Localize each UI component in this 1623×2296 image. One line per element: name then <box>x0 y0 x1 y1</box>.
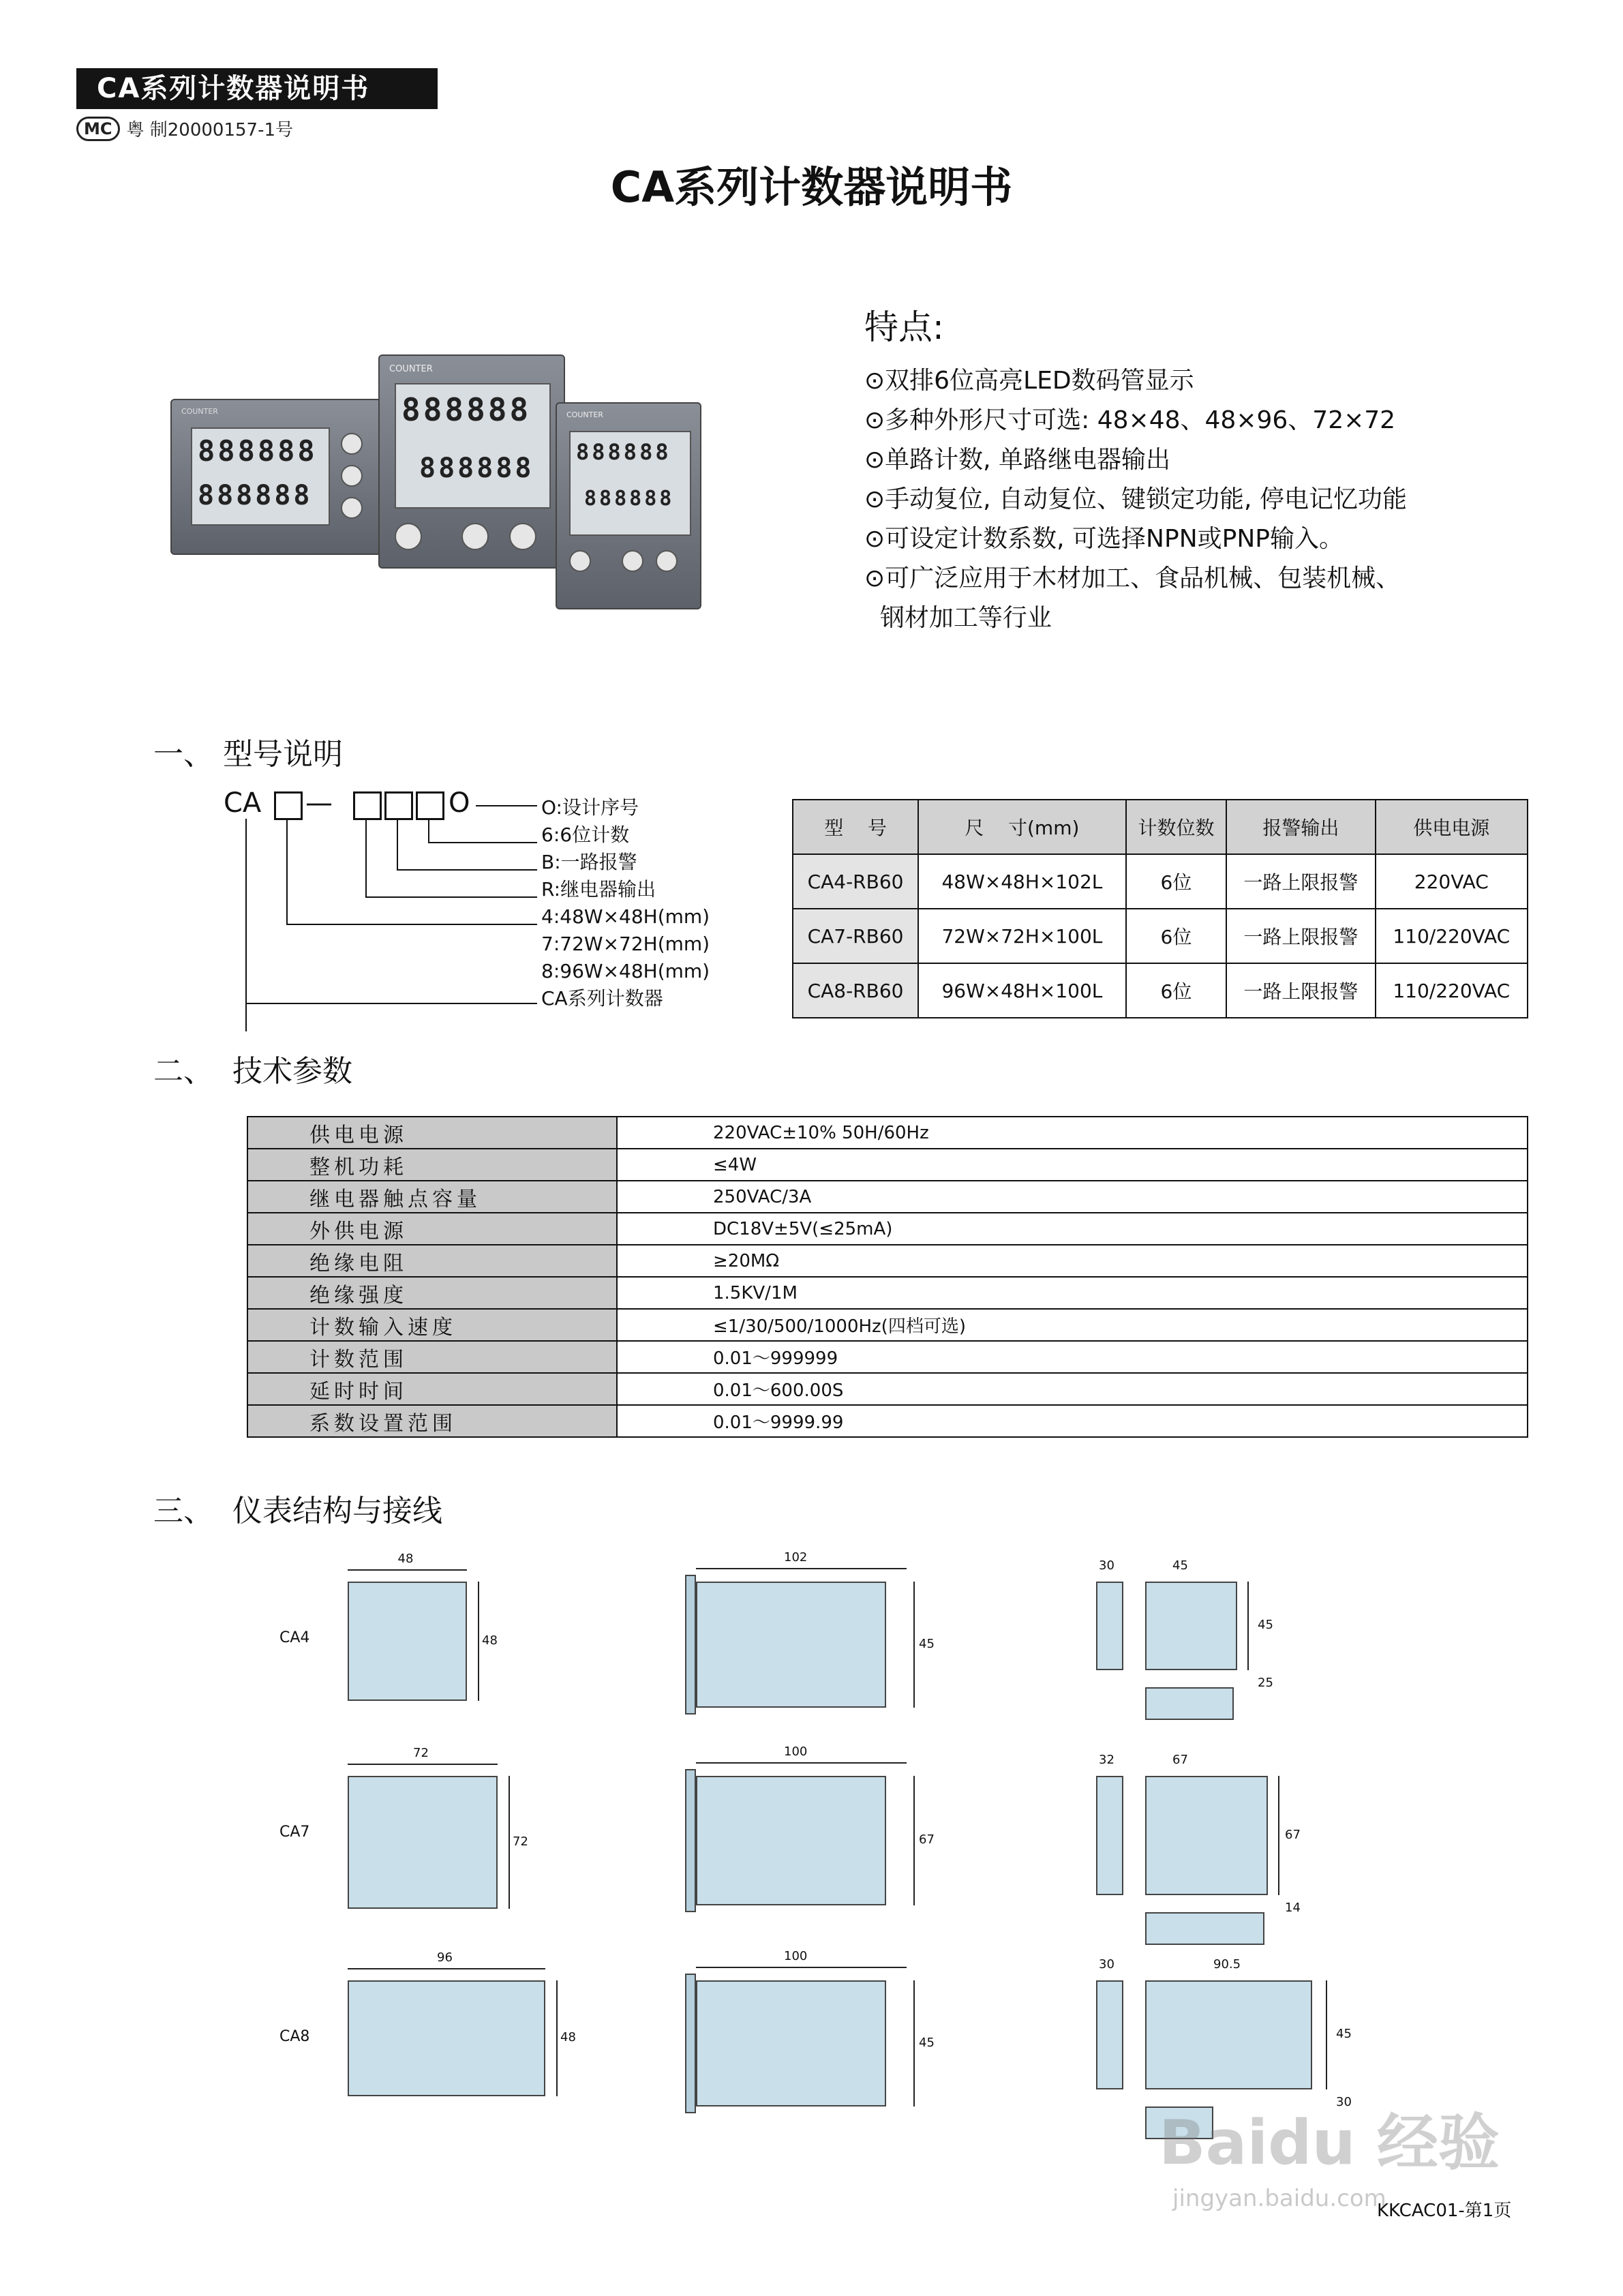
table-cell: 110/220VAC <box>1376 963 1528 1018</box>
cutout-side <box>1096 1582 1123 1670</box>
code-legend <box>541 794 710 1012</box>
table-row <box>247 1181 1528 1213</box>
side-panel <box>685 1974 696 2113</box>
dim-cut-c: 25 <box>1258 1676 1273 1690</box>
section-model-title: 一、 型号说明 <box>153 737 343 772</box>
param-value: 1.5KV/1M <box>617 1277 1528 1309</box>
side-view <box>696 1776 886 1905</box>
up-button[interactable] <box>461 523 489 550</box>
display-row2: 888888 <box>584 487 675 511</box>
param-name: 延时时间 <box>247 1373 617 1405</box>
dim-side-height: 67 <box>919 1832 935 1847</box>
param-value: 0.01～600.00S <box>617 1373 1528 1405</box>
panel-label: COUNTER <box>389 364 433 374</box>
dim-front-height: 72 <box>513 1834 528 1849</box>
dim-line <box>913 1582 915 1708</box>
display-row1: 888888 <box>401 391 532 428</box>
param-name: 计数输入速度 <box>247 1309 617 1341</box>
param-value: ≤4W <box>617 1149 1528 1181</box>
cutout-front <box>1145 1776 1268 1895</box>
code-suffix: O <box>449 787 470 819</box>
dim-line <box>913 1980 915 2106</box>
table-row <box>793 854 1528 909</box>
table-header: 供电电源 <box>1376 800 1528 854</box>
section-params-title: 二、 技术参数 <box>153 1054 352 1089</box>
counter-unit-small <box>556 402 701 609</box>
dim-line <box>348 1968 545 1969</box>
dim-cut-a: 32 <box>1099 1753 1114 1767</box>
display-row1: 888888 <box>198 434 318 468</box>
table-cell: CA8-RB60 <box>793 963 918 1018</box>
side-view <box>696 1980 886 2106</box>
table-row <box>247 1245 1528 1277</box>
feature-item: ⊙手动复位, 自动复位、键锁定功能, 停电记忆功能 <box>864 485 1407 513</box>
display <box>191 427 330 526</box>
legend-item: CA系列计数器 <box>541 987 663 1010</box>
dim-cut-b: 67 <box>1172 1753 1188 1767</box>
front-view <box>348 1582 467 1701</box>
dim-line <box>509 1776 510 1909</box>
display-row1: 888888 <box>576 439 671 465</box>
left-button[interactable] <box>341 497 363 519</box>
dim-cut-b: 45 <box>1172 1558 1188 1573</box>
table-cell: CA7-RB60 <box>793 909 918 963</box>
feature-item: ⊙多种外形尺寸可选: 48×48、48×96、72×72 <box>864 406 1396 434</box>
param-value: ≤1/30/500/1000Hz(四档可选) <box>617 1309 1528 1341</box>
dim-front-width: 72 <box>413 1746 429 1760</box>
table-cell: CA4-RB60 <box>793 854 918 909</box>
dim-side-height: 45 <box>919 2035 935 2050</box>
display <box>569 431 691 536</box>
table-header: 尺 寸(mm) <box>918 800 1126 854</box>
table-cell: 一路上限报警 <box>1226 963 1375 1018</box>
dim-cut-c: 14 <box>1285 1901 1301 1915</box>
feature-item: 钢材加工等行业 <box>864 604 1052 632</box>
legend-item: R:继电器输出 <box>541 878 656 901</box>
table-row <box>247 1277 1528 1309</box>
dim-front-height: 48 <box>482 1633 498 1648</box>
dim-line <box>1247 1582 1249 1670</box>
up-button[interactable] <box>622 550 643 572</box>
params-table <box>247 1116 1528 1438</box>
param-name: 供电电源 <box>247 1117 617 1149</box>
code-box-alarm <box>384 791 413 820</box>
dim-line <box>696 1762 907 1764</box>
dim-cut-b: 90.5 <box>1213 1957 1241 1972</box>
param-name: 系数设置范围 <box>247 1405 617 1437</box>
table-row <box>247 1309 1528 1341</box>
table-row <box>247 1341 1528 1373</box>
param-name: 绝缘电阻 <box>247 1245 617 1277</box>
dim-line <box>1278 1776 1279 1895</box>
cutout-side <box>1096 1776 1123 1895</box>
cutout-front <box>1145 1980 1312 2089</box>
table-cell: 6位 <box>1126 854 1226 909</box>
table-row <box>793 963 1528 1018</box>
display <box>395 383 551 509</box>
side-view <box>696 1582 886 1708</box>
table-header-row <box>793 800 1528 854</box>
param-value: ≥20MΩ <box>617 1245 1528 1277</box>
table-cell: 220VAC <box>1376 854 1528 909</box>
table-cell: 6位 <box>1126 963 1226 1018</box>
model-table <box>792 799 1528 1018</box>
dim-front-width: 48 <box>397 1552 414 1566</box>
table-cell: 6位 <box>1126 909 1226 963</box>
cutout-front <box>1145 1582 1237 1670</box>
param-name: 计数范围 <box>247 1341 617 1373</box>
dim-line <box>348 1764 498 1765</box>
feature-item: ⊙可广泛应用于木材加工、食品机械、包装机械、 <box>864 564 1401 592</box>
table-cell: 一路上限报警 <box>1226 854 1375 909</box>
param-name: 绝缘强度 <box>247 1277 617 1309</box>
up-button[interactable] <box>341 465 363 487</box>
legend-item: O:设计序号 <box>541 796 639 819</box>
dim-cut-c: 30 <box>1336 2095 1352 2109</box>
counter-unit-wide <box>170 399 384 555</box>
table-cell: 96W×48H×100L <box>918 963 1126 1018</box>
table-row <box>247 1405 1528 1437</box>
dim-line <box>348 1569 467 1571</box>
table-header: 计数位数 <box>1126 800 1226 854</box>
dim-line <box>696 1568 907 1569</box>
page-title: CA系列计数器说明书 <box>610 162 1013 212</box>
param-value: 0.01～9999.99 <box>617 1405 1528 1437</box>
rst-button[interactable] <box>569 550 591 572</box>
front-view <box>348 1980 545 2096</box>
dim-cut-h: 45 <box>1336 2027 1352 2041</box>
feature-item: ⊙可设定计数系数, 可选择NPN或PNP输入。 <box>864 525 1344 553</box>
dim-line <box>696 1967 907 1968</box>
rst-button[interactable] <box>395 523 422 550</box>
section-structure-title: 三、 仪表结构与接线 <box>153 1494 442 1528</box>
cutout-bottom <box>1145 1912 1264 1945</box>
left-button[interactable] <box>509 523 536 550</box>
dim-cut-h: 45 <box>1258 1618 1273 1632</box>
page-number: KKCAC01-第1页 <box>1377 2201 1512 2221</box>
table-row <box>793 909 1528 963</box>
legend-item: 8:96W×48H(mm) <box>541 960 710 982</box>
legend-item: B:一路报警 <box>541 851 637 873</box>
code-dash: — <box>305 787 333 819</box>
dim-line <box>478 1582 479 1701</box>
model-label: CA7 <box>279 1824 310 1841</box>
legend-item: 7:72W×72H(mm) <box>541 933 710 955</box>
features-title: 特点: <box>864 307 944 347</box>
dim-side-length: 102 <box>784 1550 808 1565</box>
product-photo <box>170 354 770 614</box>
cutout-side <box>1096 1980 1123 2089</box>
param-value: DC18V±5V(≤25mA) <box>617 1213 1528 1245</box>
feature-item: ⊙单路计数, 单路继电器输出 <box>864 446 1171 474</box>
param-value: 250VAC/3A <box>617 1181 1528 1213</box>
side-panel <box>685 1575 696 1715</box>
panel-label: COUNTER <box>181 407 218 416</box>
dim-front-width: 96 <box>437 1950 453 1965</box>
dim-line <box>556 1980 558 2096</box>
dim-front-height: 48 <box>560 2030 576 2044</box>
feature-item: ⊙双排6位高亮LED数码管显示 <box>864 367 1194 395</box>
legend-item: 4:48W×48H(mm) <box>541 905 710 928</box>
dim-cut-a: 30 <box>1099 1957 1114 1972</box>
code-box-digits <box>416 791 444 820</box>
display-row2: 888888 <box>198 480 313 511</box>
param-name: 继电器触点容量 <box>247 1181 617 1213</box>
cutout-bottom <box>1145 1687 1234 1720</box>
model-label: CA8 <box>279 2028 310 2045</box>
table-row <box>247 1149 1528 1181</box>
dim-line <box>913 1776 915 1905</box>
baidu-watermark: Baidu 经验 <box>1159 2107 1500 2179</box>
model-code-diagram <box>218 787 763 1012</box>
baidu-watermark-url: jingyan.baidu.com <box>1172 2185 1386 2212</box>
side-panel <box>685 1769 696 1912</box>
display-row2: 888888 <box>419 453 534 484</box>
param-value: 220VAC±10% 50H/60Hz <box>617 1117 1528 1149</box>
dim-side-length: 100 <box>784 1949 808 1963</box>
features-list <box>864 361 1407 638</box>
table-cell: 72W×72H×100L <box>918 909 1126 963</box>
table-cell: 110/220VAC <box>1376 909 1528 963</box>
table-row <box>247 1373 1528 1405</box>
param-value: 0.01～999999 <box>617 1341 1528 1373</box>
dim-line <box>1326 1980 1327 2089</box>
mc-logo: MC <box>76 117 120 141</box>
front-view <box>348 1776 498 1909</box>
model-label: CA4 <box>279 1629 310 1646</box>
dim-side-length: 100 <box>784 1744 808 1759</box>
code-prefix: CA <box>224 787 262 819</box>
dim-cut-h: 67 <box>1285 1827 1301 1842</box>
table-header: 报警输出 <box>1226 800 1375 854</box>
table-header: 型 号 <box>793 800 918 854</box>
left-button[interactable] <box>656 550 678 572</box>
table-row <box>247 1213 1528 1245</box>
cert-number: 粤 制20000157-1号 <box>126 120 294 140</box>
param-name: 外供电源 <box>247 1213 617 1245</box>
table-row <box>247 1117 1528 1149</box>
certification <box>76 116 293 141</box>
table-cell: 一路上限报警 <box>1226 909 1375 963</box>
header-title-bar: CA系列计数器说明书 <box>76 68 438 109</box>
dim-cut-a: 30 <box>1099 1558 1114 1573</box>
rst-button[interactable] <box>341 433 363 455</box>
counter-unit-large <box>378 354 565 569</box>
legend-item: 6:6位计数 <box>541 824 630 846</box>
table-cell: 48W×48H×102L <box>918 854 1126 909</box>
dim-side-height: 45 <box>919 1636 935 1651</box>
panel-label: COUNTER <box>566 410 603 419</box>
param-name: 整机功耗 <box>247 1149 617 1181</box>
code-box-size <box>274 791 303 820</box>
code-box-output <box>353 791 382 820</box>
